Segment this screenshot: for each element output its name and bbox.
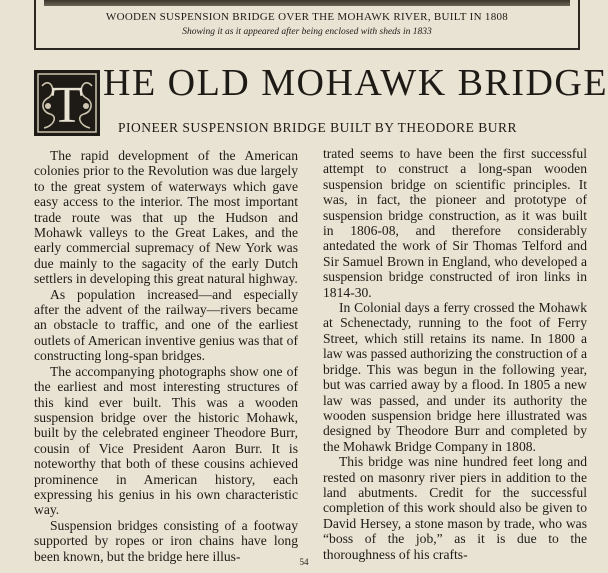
text-column-left bbox=[34, 148, 298, 564]
paragraph: The rapid development of the American colonies prior to the Revolution was due largely to the great system of waterways which gave easy access to the interior. The most important trade route was that up the Hudson and Mohawk valleys to the Great Lakes, and the early commercial supremacy of New York was due mainly to the sagacity of the early Dutch settlers in developing this great natural highway. bbox=[34, 148, 298, 287]
text-column-right bbox=[323, 146, 587, 562]
photo-bottom-edge bbox=[44, 0, 570, 6]
photo-caption: WOODEN SUSPENSION BRIDGE OVER THE MOHAWK RIVER, BUILT IN 1808 bbox=[105, 11, 509, 23]
photo-caption-frame bbox=[34, 0, 580, 50]
ornamental-dropcap bbox=[34, 70, 100, 136]
paragraph: In Colonial days a ferry crossed the Mohawk at Schenectady, running to the foot of Ferry Street, which still retains its name. In 1800 a law was passed authorizing the construction of a bridge. This was begun in the following year, but was carried away by a flood. In 1805 a new law was passed, and under its authority the wooden suspension bridge here illustrated was designed by Theodore Burr and completed by the Mohawk Bridge Company in 1808. bbox=[323, 300, 587, 454]
dropcap-letter: T bbox=[51, 77, 83, 134]
article-subheadline: PIONEER SUSPENSION BRIDGE BUILT BY THEODORE BURR bbox=[118, 120, 518, 135]
page-number: 54 bbox=[299, 557, 309, 567]
paragraph: This bridge was nine hundred feet long and rested on masonry river piers in addition to the land abutments. Credit for the successful completion of this work should also be given to David Hersey, a stone mason by trade, who was “boss of the job,” as it is due to the thoroughness of his crafts- bbox=[323, 454, 587, 562]
ornament-icon bbox=[36, 72, 98, 134]
paragraph: The accompanying photographs show one of the earliest and most interesting structures of this kind ever built. This was a wooden suspension bridge over the historic Mohawk, built by the celebrated engineer Theodore Burr, cousin of Vice President Aaron Burr. It is noteworthy that both of these cousins achieved prominence in American history, each expressing his genius in his own characteristic way. bbox=[34, 363, 298, 518]
photo-caption-subtitle: Showing it as it appeared after being enclosed with sheds in 1833 bbox=[182, 27, 432, 37]
paragraph: trated seems to have been the first successful attempt to construct a long-span wooden suspension bridge on scientific principles. It was, in fact, the pioneer and prototype of suspension bridge construction, as it was built in 1806-08, and therefore considerably antedated the work of Sir Thomas Telford and Sir Samuel Brown in England, who developed a suspension bridge constructed of iron links in 1814-30. bbox=[323, 146, 587, 300]
article-headline: HE OLD MOHAWK BRIDGE bbox=[103, 62, 608, 104]
paragraph: Suspension bridges consisting of a footway supported by ropes or iron chains have long been known, but the bridge here illus- bbox=[34, 517, 298, 564]
paragraph: As population increased—and especially after the advent of the railway—rivers became an obstacle to traffic, and one of the earliest outlets of American inventive genius was that of constructing long-span bridges. bbox=[34, 286, 298, 364]
